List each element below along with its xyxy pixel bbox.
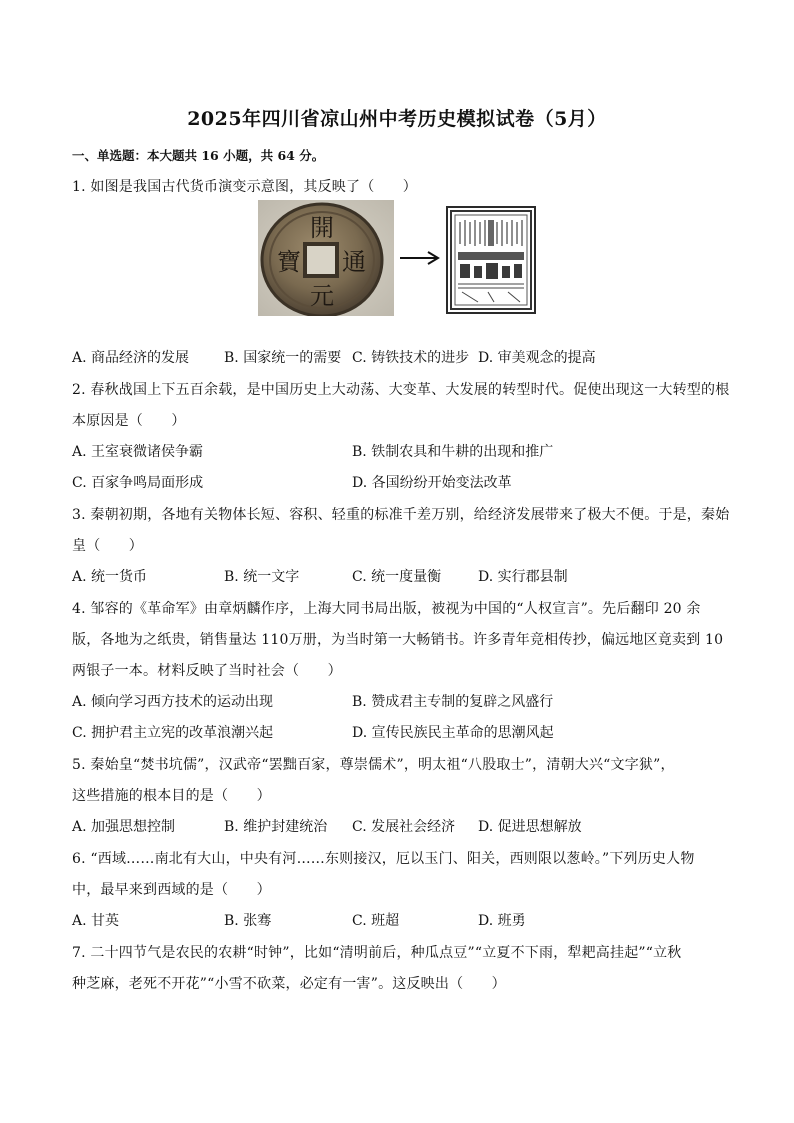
question-1-option-c: C. 铸铁技术的进步 [352,350,470,366]
kaiyuan-coin-image [258,200,394,316]
question-3-line-1: 3. 秦朝初期，各地有关物体长短、容积、轻重的标准千差万别，给经济发展带来了极大不便。于是，秦始 [72,507,730,523]
question-3-option-d: D. 实行郡县制 [478,569,568,585]
page-title: 2025年四川省凉山州中考历史模拟试卷（5月） [187,108,607,130]
question-7-line-2: 种芝麻，老死不开花”“小雪不砍菜，必定有一害”。这反映出（ ） [72,976,506,992]
question-3-line-2: 皇（ ） [72,538,143,554]
question-2-line-1: 2. 春秋战国上下五百余载，是中国历史上大动荡、大变革、大发展的转型时代。促使出现这一大转型的根 [72,382,730,398]
question-1-option-d: D. 审美观念的提高 [478,350,596,366]
question-6-option-d: D. 班勇 [478,913,526,929]
coin-icon [258,200,394,316]
question-3-option-b: B. 统一文字 [224,569,300,585]
paper-money-icon [448,208,534,312]
question-6-option-c: C. 班超 [352,913,400,929]
question-2-line-2: 本原因是（ ） [72,413,186,429]
coin-char-bottom: 元 [310,282,334,310]
jiaozi-paper-money-image [446,206,536,314]
section-heading: 一、单选题：本大题共 16 小题，共 64 分。 [72,148,325,163]
question-4-option-d: D. 宣传民族民主革命的思潮风起 [352,725,554,741]
question-5-option-c: C. 发展社会经济 [352,819,456,835]
question-4-line-1: 4. 邹容的《革命军》由章炳麟作序，上海大同书局出版，被视为中国的“人权宣言”。先后翻印 20 余 [72,601,701,617]
question-2-option-d: D. 各国纷纷开始变法改革 [352,475,512,491]
question-5-line-2: 这些措施的根本目的是（ ） [72,788,271,804]
question-2-option-c: C. 百家争鸣局面形成 [72,475,204,491]
question-1-option-b: B. 国家统一的需要 [224,350,342,366]
coin-char-left: 寶 [277,248,301,276]
question-2-option-b: B. 铁制农具和牛耕的出现和推广 [352,444,554,460]
question-6-line-1: 6. “西域……南北有大山，中央有河……东则接汉，厄以玉门、阳关，西则限以葱岭。”下列历史人物 [72,851,695,867]
question-1-line-1: 1. 如图是我国古代货币演变示意图，其反映了（ ） [72,179,418,195]
question-6-line-2: 中，最早来到西域的是（ ） [72,882,271,898]
question-4-line-3: 两银子一本。材料反映了当时社会（ ） [72,663,342,679]
question-4-option-a: A. 倾向学习西方技术的运动出现 [72,694,274,710]
currency-figure [258,200,540,316]
question-5-option-d: D. 促进思想解放 [478,819,582,835]
question-4-option-b: B. 赞成君主专制的复辟之风盛行 [352,694,554,710]
coin-char-top: 開 [310,214,334,242]
question-1-option-a: A. 商品经济的发展 [72,350,190,366]
question-4-line-2: 版，各地为之纸贵，销售量达 110万册，为当时第一大畅销书。许多青年竞相传抄，偏远地区竟卖到 10 [72,632,724,648]
question-4-option-c: C. 拥护君主立宪的改革浪潮兴起 [72,725,274,741]
arrow-right-icon [398,248,442,268]
question-3-option-c: C. 统一度量衡 [352,569,442,585]
question-3-option-a: A. 统一货币 [72,569,148,585]
coin-char-right: 通 [342,248,366,276]
question-5-line-1: 5. 秦始皇“焚书坑儒”，汉武帝“罢黜百家，尊崇儒术”，明太祖“八股取士”，清朝大兴“文字狱”， [72,757,675,773]
question-5-option-b: B. 维护封建统治 [224,819,328,835]
question-6-option-b: B. 张骞 [224,913,272,929]
question-2-option-a: A. 王室衰微诸侯争霸 [72,444,204,460]
question-7-line-1: 7. 二十四节气是农民的农耕“时钟”，比如“清明前后，种瓜点豆”“立夏不下雨，犁耙高挂起”“立秋 [72,945,682,961]
question-6-option-a: A. 甘英 [72,913,120,929]
question-5-option-a: A. 加强思想控制 [72,819,176,835]
